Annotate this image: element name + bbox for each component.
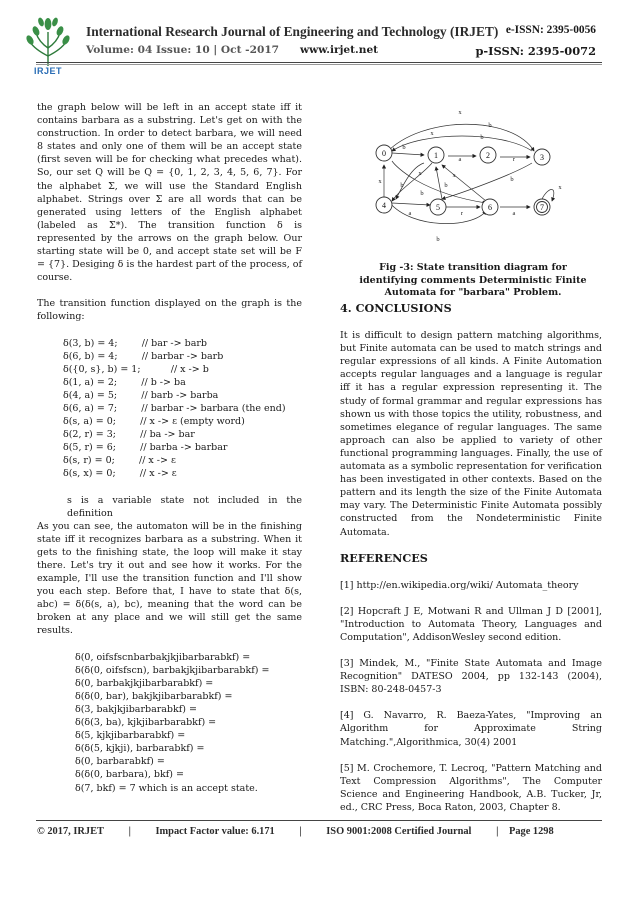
edge-label: x [558, 184, 562, 191]
state-label: 7 [540, 203, 544, 212]
edge-label: r [460, 210, 464, 217]
state-label: 0 [382, 149, 386, 158]
footer-impact-factor: Impact Factor value: 6.171 [155, 826, 275, 837]
edge-label: x [458, 109, 462, 116]
volume-issue: Volume: 04 Issue: 10 | Oct -2017 [86, 44, 280, 56]
state-label: 3 [540, 153, 544, 162]
edge-label: a [408, 210, 412, 217]
derivation-line: δ(5, kjkjibarbarabkf) = [75, 730, 186, 742]
edge-label: b [420, 190, 424, 197]
edge-label: r [512, 156, 516, 163]
derivation-line: δ(0, barbakjkjibarbarabkf) = [75, 677, 214, 689]
edge-label: x [452, 172, 456, 179]
reference-item: [2] Hopcraft J E, Motwani R and Ullman J D [2001], "Introduction to Automata Theory, Languages and Computation", AddisonWesley second edition. [340, 605, 602, 643]
edge-label: b [436, 236, 440, 243]
journal-title: International Research Journal of Engineering and Technology (IRJET) [86, 24, 499, 39]
left-column [37, 101, 302, 795]
state-label: 5 [436, 203, 440, 212]
derivation-line: δ(δ(3, ba), kjkjibarbarabkf) = [75, 717, 217, 729]
intro-paragraph: the graph below will be left in an accept state iff it contains barbara as a substring. Let's get on with the construction. In order to detect barbara, we will need 8 states and only one of them will be an accept state (first seven will be for checking what precedes what). So, our set Q will be Q = {0, 1, 2, 3, 4, 5, 6, 7}. For the alphabet Σ, we will use the Standard English alphabet. Strings over Σ are all words that can be generated using letters of the English alphabet (labeled as Σ*). The transition function δ is represented by the arrows on the graph below. Our starting state will be 0, and accept state set will be F = {7}. Desiging δ is the hardest part of the process, of course. [37, 102, 302, 284]
edge-label: b [402, 144, 406, 151]
conclusions-heading: 4. CONCLUSIONS [340, 301, 452, 315]
derivation-line: δ(δ(0, barbara), bkf) = [75, 769, 184, 781]
derivation-steps [37, 651, 302, 795]
edge-label: b [444, 182, 448, 189]
page-header [0, 0, 638, 92]
footer-copyright: © 2017, IRJET [37, 826, 104, 837]
reference-item[interactable]: [1] http://en.wikipedia.org/wiki/ Automata_theory [340, 579, 579, 591]
references-heading: REFERENCES [340, 550, 428, 565]
edge-label: x [430, 130, 434, 137]
derivation-line: δ(δ(0, oifsfscn), barbakjkjibarbarabkf) = [75, 664, 270, 676]
reference-item: [3] Mindek, M., "Finite State Automata and Image Recognition" DATESO 2004, pp 132-143 (2004), ISBN: 80-248-0457-3 [340, 658, 602, 696]
derivation-line: δ(0, barbarabkf) = [75, 756, 165, 768]
p-issn: p-ISSN: 2395-0072 [475, 44, 596, 58]
edge-label: a [512, 210, 516, 217]
e-issn: e-ISSN: 2395-0056 [505, 24, 596, 36]
edge-label: a [458, 156, 462, 163]
transition-list [37, 337, 302, 481]
state-label: 1 [434, 151, 438, 160]
state-label: 2 [486, 151, 490, 160]
transition-line: δ(6, a) = 7; // barbar -> barbara (the end) [63, 402, 286, 414]
derivation-line: δ(7, bkf) = 7 which is an accept state. [75, 782, 258, 794]
transition-line: δ(s, r) = 0; // x -> ε [63, 455, 176, 467]
edge-label: x [418, 170, 422, 177]
transition-line: δ(4, a) = 5; // barb -> barba [63, 389, 219, 401]
header-divider [36, 62, 602, 63]
edge-label: b [488, 122, 492, 129]
journal-website-link[interactable]: www.irjet.net [300, 44, 379, 56]
reference-item: [4] G. Navarro, R. Baeza-Yates, "Improving an Algorithm for Approximate String Matching.",Algorithmica, 30(4) 2001 [340, 710, 602, 748]
transition-line: δ(6, b) = 4; // barbar -> barb [63, 350, 224, 362]
conclusions-paragraph: It is difficult to design pattern matching algorithms, but Finite automata can be used to match strings and regular expressions of all kinds. A Finite Automation accepts regular languages and a language is regular iff it has a regular expression representing it. The study of formal grammar and regular expressions has shown us with those topics the utility, robustness, and sometimes elegance of regular languages. The same approach can also be applied to variety of other functional programming languages. Finally, the use of automata as a symbolic representation for verification has been investigated in other contexts. Based on the pattern and its length the size of the Finite Automata may vary. The Deterministic Finite Automata possibly constructed from the Nondeterministic Finite Automata. [340, 330, 602, 538]
figure-label: Fig -3 [379, 262, 410, 273]
transition-line: δ(3, b) = 4; // bar -> barb [63, 337, 207, 349]
transition-line: δ(2, r) = 3; // ba -> bar [63, 429, 195, 441]
page-footer: © 2017, IRJET | Impact Factor value: 6.171 | ISO 9001:2008 Certified Journal | Page 1298 [37, 826, 554, 837]
header-divider-thin [36, 64, 602, 65]
figure-caption-text: : State transition diagram for identifying comments Deterministic Finite Automata for "barbara" Problem. [359, 262, 587, 298]
state-label: 4 [382, 201, 386, 210]
state-label: 6 [488, 203, 492, 212]
transition-line: δ(1, a) = 2; // b -> ba [63, 376, 186, 388]
edge-label: x [378, 178, 382, 185]
transition-line: δ({0, s}, b) = 1; // x -> b [63, 363, 209, 375]
state-note: s is a variable state not included in the definition [67, 494, 302, 519]
footer-page-number: Page 1298 [508, 826, 554, 837]
state-transition-diagram [362, 103, 584, 249]
transition-line: δ(s, x) = 0; // x -> ε [63, 468, 177, 480]
footer-iso: ISO 9001:2008 Certified Journal [326, 826, 472, 837]
derivation-line: δ(δ(5, kjkji), barbarabkf) = [75, 743, 205, 755]
derivation-line: δ(3, bakjkjibarbarabkf) = [75, 703, 197, 715]
derivation-line: δ(δ(0, bar), bakjkjibarbarabkf) = [75, 690, 233, 702]
transition-line: δ(5, r) = 6; // barba -> barbar [63, 442, 228, 454]
logo-text: IRJET [34, 66, 63, 76]
derivation-line: δ(0, oifsfscnbarbakjkjibarbarabkf) = [75, 651, 251, 663]
footer-divider [36, 820, 602, 821]
right-column [340, 276, 602, 827]
edge-label: b [480, 134, 484, 141]
example-paragraph: As you can see, the automaton will be in the finishing state iff it recognizes barbara as a substring. When it gets to the finishing state, the loop will make it stay there. Let's try it out and see how it works. For the example, I'll use the transition function and I'll show you each step. Before that, I have to state that δ(s, abc) = δ(δ(s, a), bc), meaning that the word can be broken at any place and we will still get the same results. [37, 520, 302, 637]
edge-label: b [510, 176, 514, 183]
edge-label: b [400, 182, 404, 189]
transition-intro: The transition function displayed on the graph is the following: [37, 298, 302, 323]
reference-item: [5] M. Crochemore, T. Lecroq, "Pattern Matching and Text Compression Algorithms", The Computer Science and Engineering Handbook, A.B. Tucker, Jr, ed., CRC Press, Boca Raton, 2003, Chapter 8. [340, 762, 602, 813]
transition-line: δ(s, a) = 0; // x -> ε (empty word) [63, 416, 245, 428]
